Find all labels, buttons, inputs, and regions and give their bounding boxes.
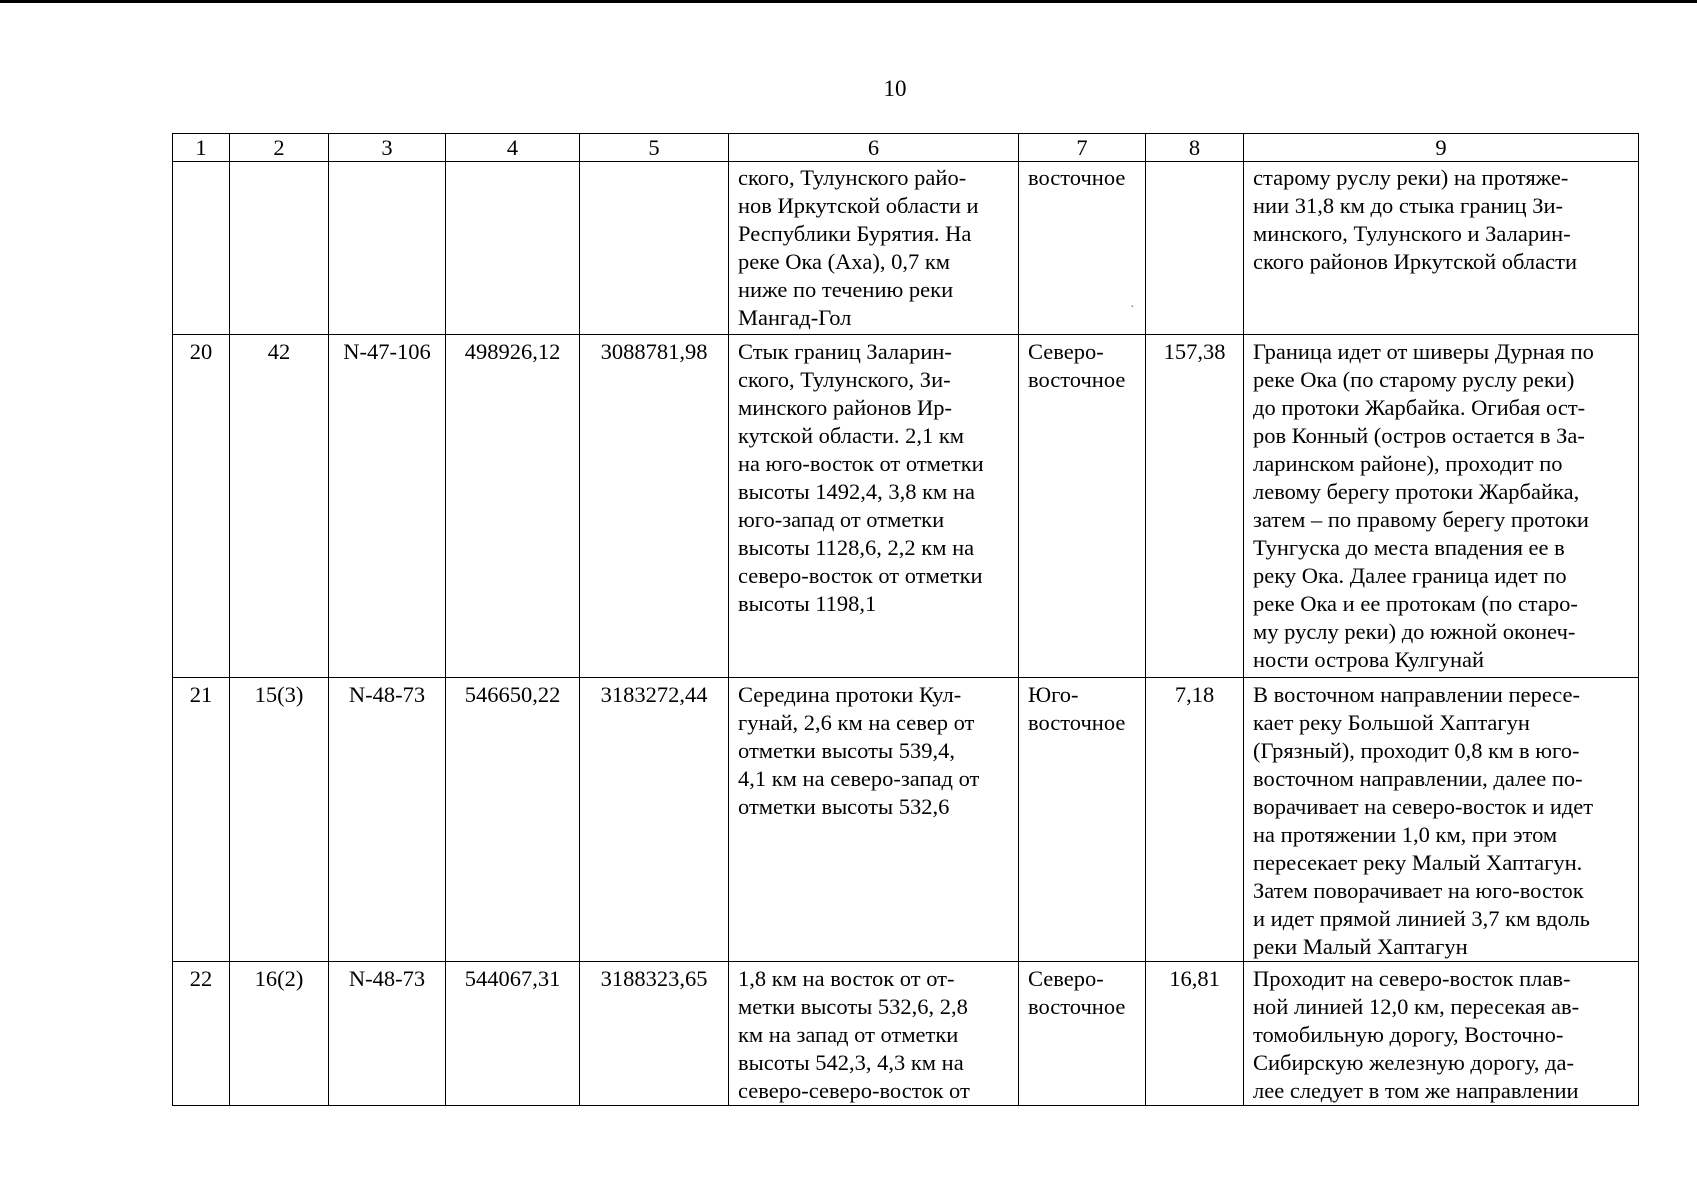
- cell-number: [173, 162, 230, 335]
- cell-description-line: Сибирскую железную дорогу, да-: [1253, 1050, 1575, 1075]
- cell-location: [729, 678, 1019, 962]
- header-col-5: 5: [580, 134, 729, 162]
- header-row: [173, 134, 1639, 162]
- table-row: [173, 678, 1639, 962]
- header-col-3: 3: [329, 134, 446, 162]
- cell-location-line: нов Иркутской области и: [738, 193, 979, 218]
- cell-location-line: ского, Тулунского, Зи-: [738, 367, 951, 392]
- cell-description-line: реку Ока. Далее граница идет по: [1253, 563, 1567, 588]
- header-col-4: 4: [446, 134, 580, 162]
- cell-length: 7,18: [1146, 678, 1244, 962]
- cell-description-line: минского, Тулунского и Заларин-: [1253, 221, 1571, 246]
- cell-location-line: высоты 1198,1: [738, 591, 877, 616]
- cell-location-line: 4,1 км на северо-запад от: [738, 766, 980, 791]
- cell-description-line: ларинском районе), проходит по: [1253, 451, 1563, 476]
- cell-description-line: старому руслу реки) на протяже-: [1253, 165, 1569, 190]
- cell-description: [1244, 162, 1639, 335]
- cell-coord-x: 544067,31: [446, 962, 580, 1106]
- header-col-9: 9: [1244, 134, 1639, 162]
- cell-description-line: (Грязный), проходит 0,8 км в юго-: [1253, 738, 1580, 763]
- header-col-8: 8: [1146, 134, 1244, 162]
- cell-description-line: ной линией 12,0 км, пересекая ав-: [1253, 994, 1580, 1019]
- cell-description-line: лее следует в том же направлении: [1253, 1078, 1579, 1103]
- cell-direction: [1019, 678, 1146, 962]
- cell-direction-line: восточное: [1028, 994, 1126, 1019]
- cell-direction: [1019, 962, 1146, 1106]
- cell-location-line: Мангад-Гол: [738, 305, 852, 330]
- top-scan-edge: [0, 0, 1697, 3]
- cell-length: 157,38: [1146, 335, 1244, 678]
- cell-description-line: и идет прямой линией 3,7 км вдоль: [1253, 906, 1590, 931]
- cell-description: [1244, 678, 1639, 962]
- cell-point: 16(2): [230, 962, 329, 1106]
- cell-description-line: нии 31,8 км до стыка границ Зи-: [1253, 193, 1564, 218]
- cell-map-sheet: N-47-106: [329, 335, 446, 678]
- cell-coord-y: 3188323,65: [580, 962, 729, 1106]
- cell-point: 42: [230, 335, 329, 678]
- cell-location-line: Республики Бурятия. На: [738, 221, 972, 246]
- cell-description-line: Затем поворачивает на юго-восток: [1253, 878, 1584, 903]
- header-col-7: 7: [1019, 134, 1146, 162]
- cell-location-line: 1,8 км на восток от от-: [738, 966, 955, 991]
- cell-description-line: ности острова Кулгунай: [1253, 647, 1485, 672]
- scan-speck: ·: [1130, 300, 1135, 315]
- cell-description-line: Граница идет от шиверы Дурная по: [1253, 339, 1594, 364]
- cell-description-line: реки Малый Хаптагун: [1253, 934, 1468, 959]
- cell-coord-y: 3183272,44: [580, 678, 729, 962]
- cell-location-line: Середина протоки Кул-: [738, 682, 962, 707]
- cell-point: 15(3): [230, 678, 329, 962]
- cell-coord-x: [446, 162, 580, 335]
- cell-direction-line: Северо-: [1028, 966, 1104, 991]
- cell-location-line: высоты 1492,4, 3,8 км на: [738, 479, 975, 504]
- cell-direction-line: восточное: [1028, 367, 1126, 392]
- cell-location-line: км на запад от отметки: [738, 1022, 959, 1047]
- cell-direction: [1019, 335, 1146, 678]
- cell-location-line: ского, Тулунского райо-: [738, 165, 967, 190]
- header-col-1: 1: [173, 134, 230, 162]
- cell-description-line: му руслу реки) до южной оконеч-: [1253, 619, 1576, 644]
- cell-description-line: ского районов Иркутской области: [1253, 249, 1578, 274]
- cell-description-line: затем – по правому берегу протоки: [1253, 507, 1589, 532]
- cell-location-line: минского районов Ир-: [738, 395, 952, 420]
- cell-description-line: ворачивает на северо-восток и идет: [1253, 794, 1594, 819]
- page-number: 10: [883, 76, 907, 101]
- cell-description-line: Проходит на северо-восток плав-: [1253, 966, 1571, 991]
- cell-description: [1244, 962, 1639, 1106]
- cell-direction-line: Северо-: [1028, 339, 1104, 364]
- cell-location-line: северо-восток от отметки: [738, 563, 983, 588]
- cell-location-line: гунай, 2,6 км на север от: [738, 710, 975, 735]
- table-row: [173, 962, 1639, 1106]
- cell-location-line: юго-запад от отметки: [738, 507, 945, 532]
- cell-number: 21: [173, 678, 230, 962]
- cell-location: [729, 962, 1019, 1106]
- cell-map-sheet: [329, 162, 446, 335]
- cell-description-line: томобильную дорогу, Восточно-: [1253, 1022, 1564, 1047]
- cell-direction-line: восточное: [1028, 165, 1126, 190]
- cell-location-line: северо-северо-восток от: [738, 1078, 970, 1103]
- cell-description-line: Тунгуска до места впадения ее в: [1253, 535, 1565, 560]
- cell-location: [729, 162, 1019, 335]
- cell-direction: [1019, 162, 1146, 335]
- cell-direction-line: восточное: [1028, 710, 1126, 735]
- boundary-table: [172, 133, 1639, 1106]
- cell-point: [230, 162, 329, 335]
- cell-map-sheet: N-48-73: [329, 678, 446, 962]
- cell-location-line: ниже по течению реки: [738, 277, 954, 302]
- header-col-6: 6: [729, 134, 1019, 162]
- cell-description-line: до протоки Жарбайка. Огибая ост-: [1253, 395, 1586, 420]
- cell-location-line: отметки высоты 532,6: [738, 794, 950, 819]
- cell-map-sheet: N-48-73: [329, 962, 446, 1106]
- cell-location-line: метки высоты 532,6, 2,8: [738, 994, 968, 1019]
- cell-location-line: отметки высоты 539,4,: [738, 738, 955, 763]
- cell-length: [1146, 162, 1244, 335]
- cell-coord-y: 3088781,98: [580, 335, 729, 678]
- cell-description-line: ров Конный (остров остается в За-: [1253, 423, 1585, 448]
- cell-number: 20: [173, 335, 230, 678]
- cell-description-line: кает реку Большой Хаптагун: [1253, 710, 1530, 735]
- cell-length: 16,81: [1146, 962, 1244, 1106]
- cell-direction-line: Юго-: [1028, 682, 1079, 707]
- cell-description: [1244, 335, 1639, 678]
- table-row: [173, 335, 1639, 678]
- cell-description-line: на протяжении 1,0 км, при этом: [1253, 822, 1558, 847]
- table-row: [173, 162, 1639, 335]
- header-col-2: 2: [230, 134, 329, 162]
- cell-location-line: на юго-восток от отметки: [738, 451, 984, 476]
- cell-description-line: реке Ока и ее протокам (по старо-: [1253, 591, 1578, 616]
- cell-coord-x: 546650,22: [446, 678, 580, 962]
- cell-coord-x: 498926,12: [446, 335, 580, 678]
- cell-location-line: кутской области. 2,1 км: [738, 423, 965, 448]
- cell-description-line: пересекает реку Малый Хаптагун.: [1253, 850, 1583, 875]
- cell-description-line: В восточном направлении пересе-: [1253, 682, 1581, 707]
- cell-location-line: Стык границ Заларин-: [738, 339, 952, 364]
- cell-description-line: левому берегу протоки Жарбайка,: [1253, 479, 1580, 504]
- cell-location-line: реке Ока (Аха), 0,7 км: [738, 249, 951, 274]
- cell-location: [729, 335, 1019, 678]
- cell-description-line: реке Ока (по старому руслу реки): [1253, 367, 1575, 392]
- cell-number: 22: [173, 962, 230, 1106]
- cell-coord-y: [580, 162, 729, 335]
- cell-location-line: высоты 1128,6, 2,2 км на: [738, 535, 975, 560]
- cell-description-line: восточном направлении, далее по-: [1253, 766, 1583, 791]
- cell-location-line: высоты 542,3, 4,3 км на: [738, 1050, 964, 1075]
